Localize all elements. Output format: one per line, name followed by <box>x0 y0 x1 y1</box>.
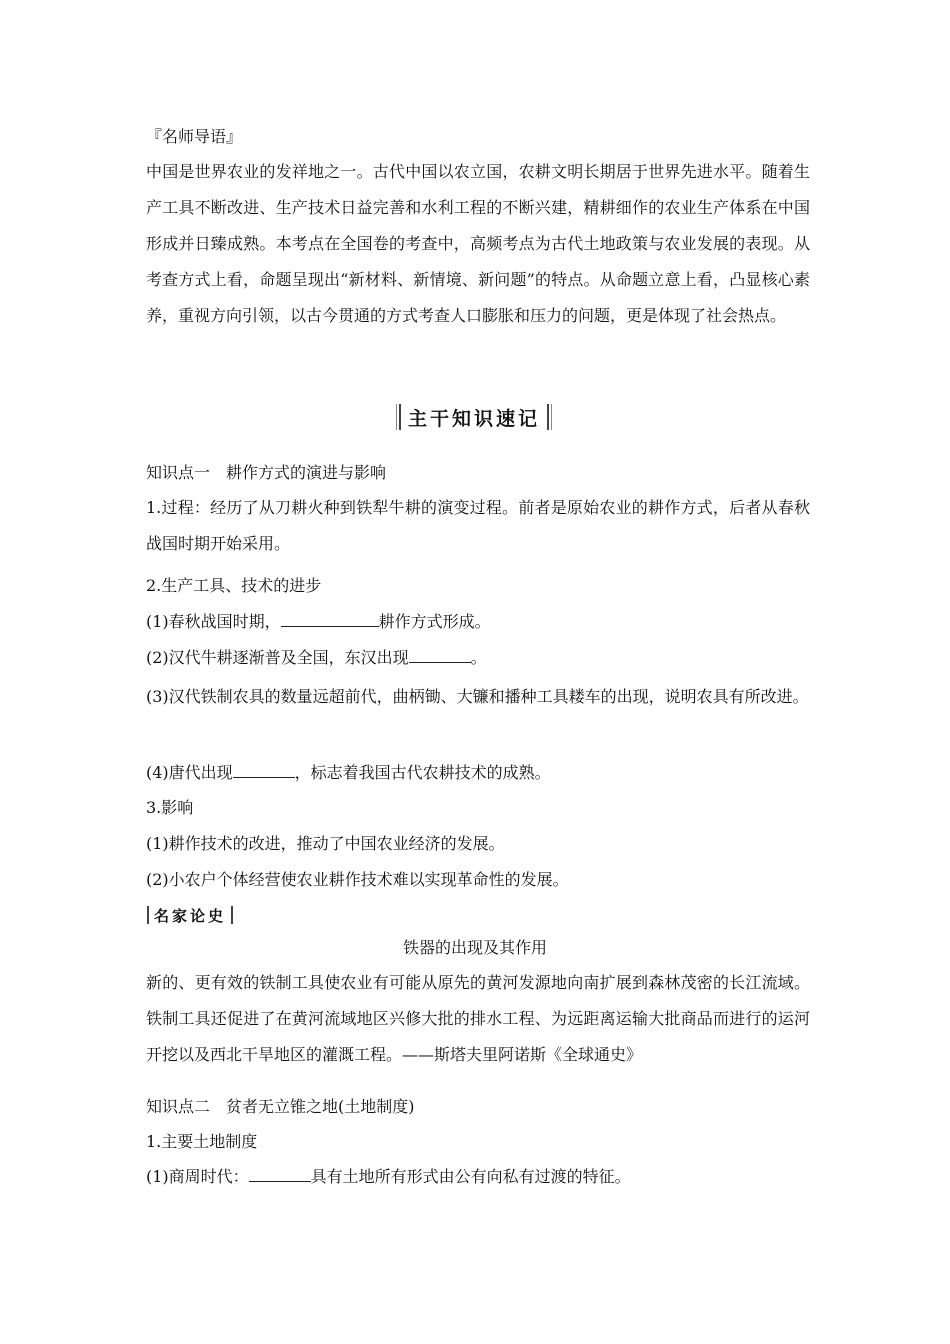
kp2-item1-1-pre: (1)商周时代： <box>146 1167 249 1186</box>
fill-blank[interactable] <box>409 648 471 663</box>
kp1-item2-4-pre: (4)唐代出现 <box>146 763 233 782</box>
kp1-item2-title: 2.生产工具、技术的进步 <box>146 576 322 595</box>
fill-blank[interactable] <box>281 612 379 627</box>
expert-title: 铁器的出现及其作用 <box>402 938 547 957</box>
kp2-item1-title: 1.主要土地制度 <box>146 1132 258 1151</box>
kp1-item2-4-post: ，标志着我国古代农耕技术的成熟。 <box>294 763 551 782</box>
kp1-item2-2-post: 。 <box>470 648 487 667</box>
fill-blank[interactable] <box>249 1167 311 1182</box>
kp1-item2-1-pre: (1)春秋战国时期， <box>146 612 281 631</box>
kp2-title: 知识点二 贫者无立锥之地(土地制度) <box>146 1097 415 1116</box>
expert-tag-label: 名家论史 <box>154 906 227 925</box>
kp2-item1-1-post: 具有土地所有形式由公有向私有过渡的特征。 <box>310 1167 631 1186</box>
tag-bar-right <box>231 906 233 924</box>
banner-bar-left-outer <box>396 404 397 430</box>
section-banner-title: 主干知识速记 <box>408 407 541 430</box>
section-banner <box>395 404 553 430</box>
guide-paragraph: 中国是世界农业的发祥地之一。古代中国以农立国，农耕文明长期居于世界先进水平。随着生产工具不断改进、生产技术日益完善和水利工程的不断兴建，精耕细作的农业生产体系在中国形成并日臻成熟。本考点在全国卷的考查中，高频考点为古代土地政策与农业发展的表现。从考查方式上看，命题呈现出“新材料、新情境、新问题”的特点。从命题立意上看，凸显核心素养，重视方向引领，以古今贯通的方式考查人口膨胀和压力的问题，更是体现了社会热点。 <box>146 162 810 325</box>
banner-bar-left-inner <box>399 404 401 430</box>
kp1-item2-3: (3)汉代铁制农具的数量远超前代，曲柄锄、大镰和播种工具耧车的出现，说明农具有所改进。 <box>146 687 809 706</box>
kp1-item2-1 <box>146 611 810 633</box>
kp1-item3-1: (1)耕作技术的改进，推动了中国农业经济的发展。 <box>146 834 505 853</box>
kp1-item2-4 <box>146 762 810 784</box>
kp1-item1: 1.过程：经历了从刀耕火种到铁犁牛耕的演变过程。前者是原始农业的耕作方式，后者从春秋战国时期开始采用。 <box>146 498 810 553</box>
kp1-item3-title: 3.影响 <box>146 798 194 817</box>
fill-blank[interactable] <box>233 763 295 778</box>
kp1-title: 知识点一 耕作方式的演进与影响 <box>146 463 387 482</box>
kp2-item1-1 <box>146 1166 810 1188</box>
expert-tag <box>146 905 234 925</box>
kp1-item2-2 <box>146 647 810 669</box>
tag-bar-left <box>147 906 149 924</box>
kp1-item2-2-pre: (2)汉代牛耕逐渐普及全国，东汉出现 <box>146 648 409 667</box>
banner-bar-right-inner <box>547 404 549 430</box>
kp1-item2-1-post: 耕作方式形成。 <box>378 612 491 631</box>
banner-bar-right-outer <box>551 404 552 430</box>
kp1-item3-2: (2)小农户个体经营使农业耕作技术难以实现革命性的发展。 <box>146 870 569 889</box>
expert-paragraph: 新的、更有效的铁制工具使农业有可能从原先的黄河发源地向南扩展到森林茂密的长江流域。铁制工具还促进了在黄河流域地区兴修大批的排水工程、为远距离运输大批商品而进行的运河开挖以及西北干旱地区的灌溉工程。——斯塔夫里阿诺斯《全球通史》 <box>146 973 810 1064</box>
guide-heading: 『名师导语』 <box>146 127 243 146</box>
